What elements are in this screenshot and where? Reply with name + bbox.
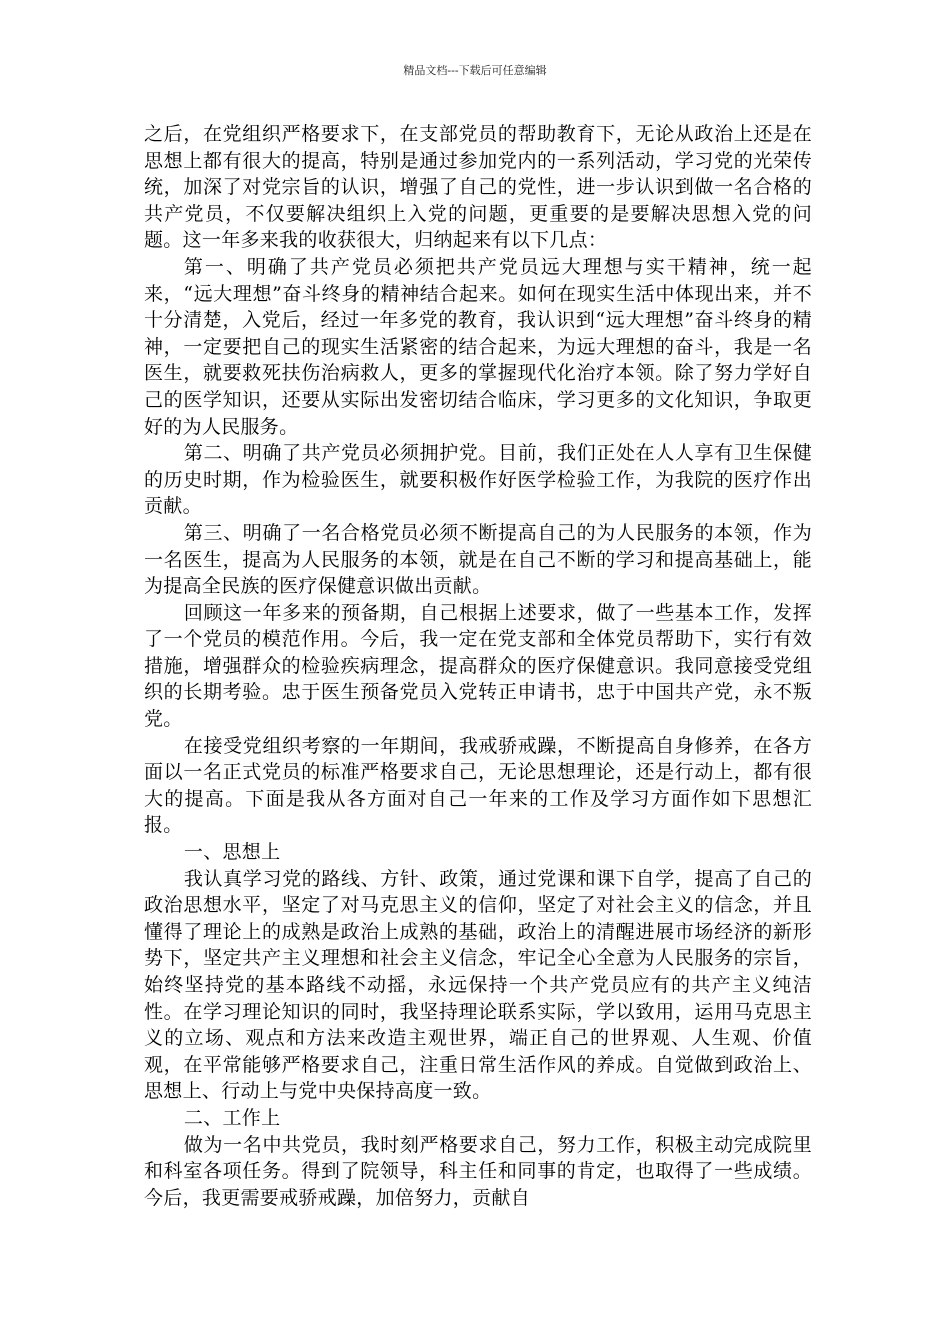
paragraph-point-one: 第一、明确了共产党员必须把共产党员远大理想与实干精神，统一起来，“远大理想”奋斗终身的精神结合起来。如何在现实生活中体现出来，并不十分清楚，入党后，经过一年多党的教育，我认识到“远大理想”奋斗终身的精神，一定要把自己的现实生活紧密的结合起来，为远大理想的奋斗，我是一名医生，就要救死扶伤治病救人，更多的掌握现代化治疗本领。除了努力学好自己的医学知识，还要从实际出发密切结合临床，学习更多的文化知识，争取更好的为人民服务。 (144, 255, 812, 438)
paragraph-point-three: 第三、明确了一名合格党员必须不断提高自己的为人民服务的本领，作为一名医生，提高为人民服务的本领，就是在自己不断的学习和提高基础上，能为提高全民族的医疗保健意识做出贡献。 (144, 521, 812, 598)
paragraph-report-intro: 在接受党组织考察的一年期间，我戒骄戒躁，不断提高自身修养，在各方面以一名正式党员的标准严格要求自己，无论思想理论，还是行动上，都有很大的提高。下面是我从各方面对自己一年来的工作及学习方面作如下思想汇报。 (144, 734, 812, 837)
paragraph-thought: 我认真学习党的路线、方针、政策，通过党课和课下自学，提高了自己的政治思想水平，坚定了对马克思主义的信仰，坚定了对社会主义的信念，并且懂得了理论上的成熟是政治上成熟的基础，政治上的清醒进展市场经济的新形势下，坚定共产主义理想和社会主义信念，牢记全心全意为人民服务的宗旨，始终坚持党的基本路线不动摇，永远保持一个共产党员应有的共产主义纯洁性。在学习理论知识的同时，我坚持理论联系实际，学以致用，运用马克思主义的立场、观点和方法来改造主观世界，端正自己的世界观、人生观、价值观，在平常能够严格要求自己，注重日常生活作风的养成。自觉做到政治上、思想上、行动上与党中央保持高度一致。 (144, 867, 812, 1103)
document-body (144, 121, 812, 1211)
section-heading-work: 二、工作上 (183, 1106, 281, 1129)
section-heading-thought: 一、思想上 (183, 841, 281, 864)
paragraph-point-two: 第二、明确了共产党员必须拥护党。目前，我们正处在人人享有卫生保健的历史时期，作为检验医生，就要积极作好医学检验工作，为我院的医疗作出贡献。 (144, 442, 812, 518)
paragraph-work: 做为一名中共党员，我时刻严格要求自己，努力工作，积极主动完成院里和科室各项任务。得到了院领导，科主任和同事的肯定，也取得了一些成绩。今后，我更需要戒骄戒躁，加倍努力，贡献自 (144, 1133, 812, 1209)
page-header: 精品文档---下载后可任意编辑 (403, 64, 547, 77)
paragraph-review: 回顾这一年多来的预备期，自己根据上述要求，做了一些基本工作，发挥了一个党员的模范作用。今后，我一定在党支部和全体党员帮助下，实行有效措施，增强群众的检验疾病理念，提高群众的医疗保健意识。我同意接受党组织的长期考验。忠于医生预备党员入党转正申请书，忠于中国共产党，永不叛党。 (144, 601, 812, 731)
paragraph-intro-continued: 之后，在党组织严格要求下，在支部党员的帮助教育下，无论从政治上还是在思想上都有很大的提高，特别是通过参加党内的一系列活动，学习党的光荣传统，加深了对党宗旨的认识，增强了自己的党性，进一步认识到做一名合格的共产党员，不仅要解决组织上入党的问题，更重要的是要解决思想入党的问题。这一年多来我的收获很大，归纳起来有以下几点： (144, 123, 812, 252)
